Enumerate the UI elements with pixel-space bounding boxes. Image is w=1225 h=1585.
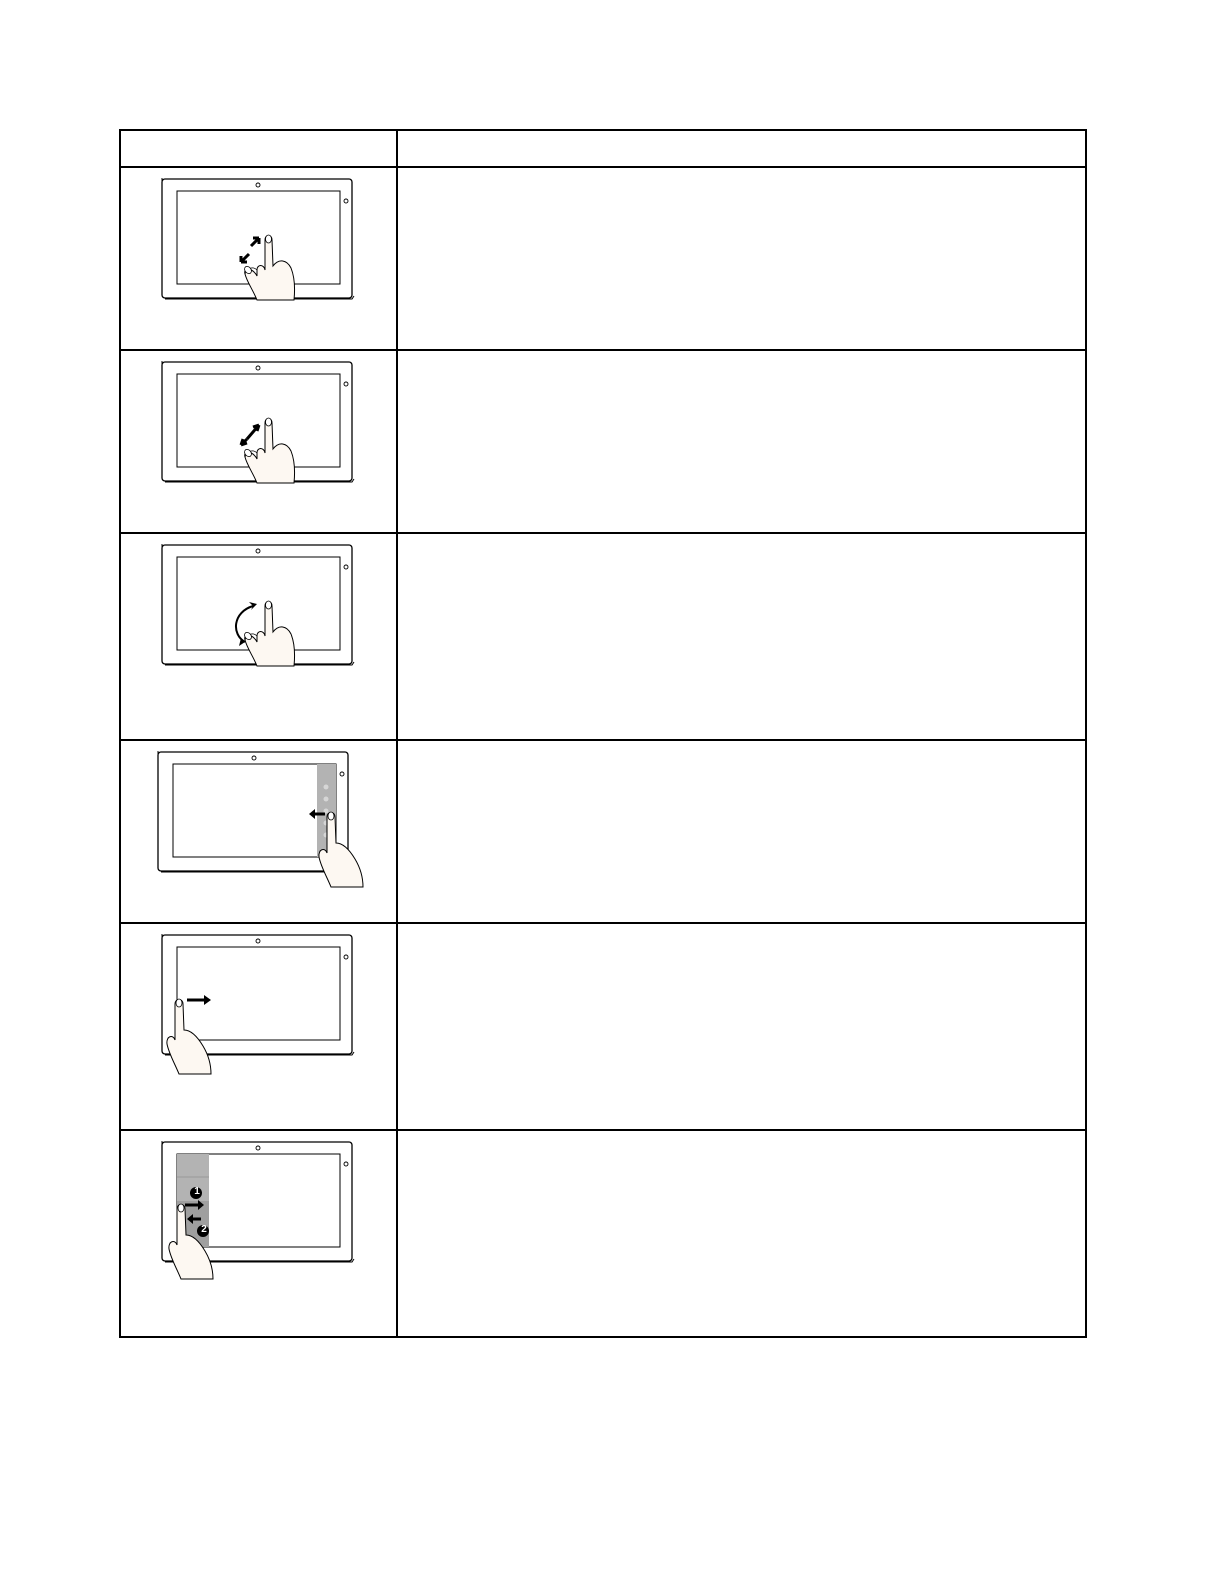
table-row: [120, 923, 1086, 1130]
description-column-header: [397, 130, 1086, 167]
step-1-callout: 1: [194, 1186, 200, 1197]
rotate-icon: [121, 534, 396, 734]
gesture-illustration-cell: [120, 740, 397, 923]
table-row: [120, 740, 1086, 923]
table-row: [120, 1130, 1086, 1337]
illustration-column-header: [120, 130, 397, 167]
swipe-in-and-out-left-edge-icon: [121, 1131, 396, 1331]
pinch-zoom-out-icon: [121, 168, 396, 344]
gesture-description-cell: [397, 923, 1086, 1130]
table-row: [120, 350, 1086, 533]
table-row: [120, 533, 1086, 740]
table-row: [120, 167, 1086, 350]
gesture-illustration-cell: [120, 350, 397, 533]
gesture-illustration-cell: [120, 533, 397, 740]
gesture-illustration-cell: [120, 1130, 397, 1337]
swipe-in-from-left-edge-icon: [121, 924, 396, 1124]
gesture-description-cell: [397, 533, 1086, 740]
gesture-illustration-cell: [120, 167, 397, 350]
gesture-description-cell: [397, 350, 1086, 533]
gesture-description-cell: [397, 167, 1086, 350]
stretch-zoom-in-icon: [121, 351, 396, 527]
swipe-in-from-right-edge-icon: [121, 741, 396, 917]
touch-gestures-table: [119, 129, 1087, 1338]
table-header-row: [120, 130, 1086, 167]
gesture-description-cell: [397, 1130, 1086, 1337]
gesture-illustration-cell: [120, 923, 397, 1130]
gesture-description-cell: [397, 740, 1086, 923]
step-2-callout: 2: [201, 1224, 207, 1235]
